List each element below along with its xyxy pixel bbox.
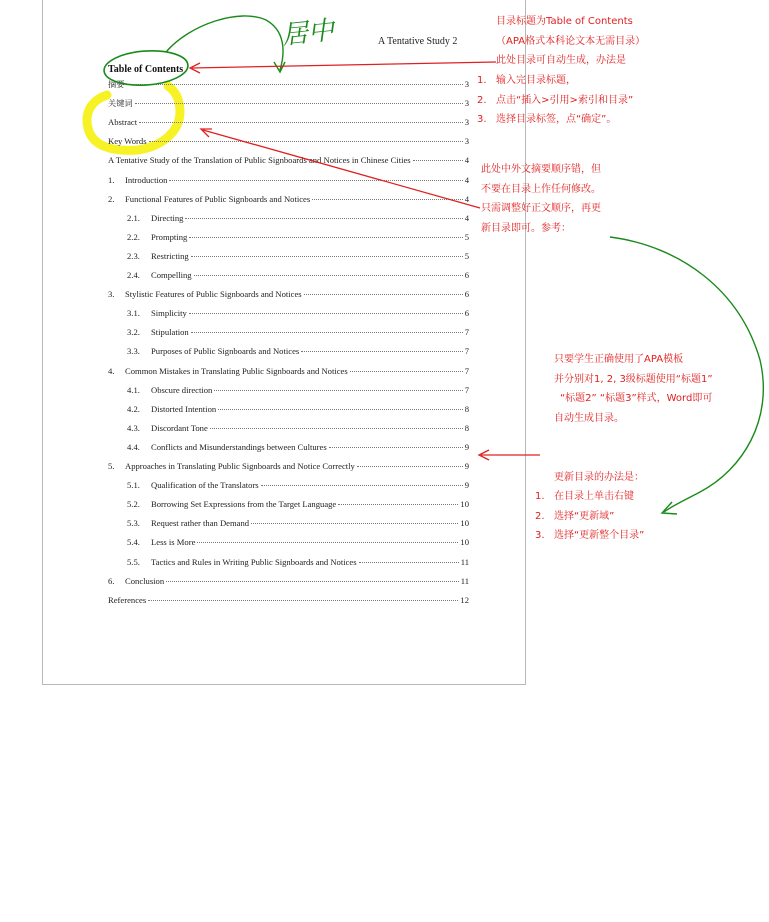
toc-entry-number: 2. — [108, 193, 115, 204]
toc-entry-page: 6 — [464, 308, 469, 319]
toc-entry-number: 2.2. — [127, 231, 140, 242]
toc-entry-text: Restricting — [151, 250, 189, 261]
note1-step: 2. 点击“插入>引用>索引和目录” — [477, 94, 634, 106]
toc-entry-text: Tactics and Rules in Writing Public Signboards and Notices — [151, 556, 357, 567]
toc-entry-page: 11 — [460, 556, 469, 567]
toc-entry-text: Less is More — [151, 537, 196, 548]
toc-entry-page: 4 — [464, 174, 469, 185]
toc-entry-text: Functional Features of Public Signboards and Notices — [125, 193, 311, 204]
green-curve-arrow — [166, 16, 283, 70]
note1-step: 3. 选择目录标签，点“确定”。 — [477, 114, 617, 125]
toc-entry-text: Stipulation — [151, 327, 189, 338]
toc-entry-number: 2.1. — [127, 212, 140, 223]
toc-entry-page: 9 — [464, 480, 469, 491]
note1-step: 1. 输入完目录标题， — [477, 75, 576, 86]
toc-entry-number: 3.1. — [127, 308, 140, 319]
note2-line: 不要在目录上作任何修改。 — [481, 183, 601, 195]
toc-entry-number: 2.4. — [127, 270, 140, 280]
toc-entry-page: 7 — [464, 346, 469, 357]
toc-entry-page: 3 — [464, 79, 469, 89]
toc-entry-number: 3.2. — [127, 327, 140, 338]
toc-entry-number: 2.3. — [127, 250, 140, 261]
note-abstract-order — [481, 160, 601, 238]
note4-step: 1. 在目录上单击右键 — [535, 491, 634, 502]
note2-line: 新目录即可。参考： — [481, 222, 571, 234]
toc-entry-page: 6 — [464, 270, 469, 280]
toc-entry-number: 1. — [108, 174, 115, 185]
toc-entry-text: Abstract — [108, 117, 138, 128]
toc-entry-text: Introduction — [125, 174, 168, 185]
toc-entry-text: 关键词 — [108, 98, 133, 109]
toc-entry-page: 10 — [460, 518, 469, 529]
toc-entry-page: 9 — [464, 461, 469, 471]
toc-entry-page: 7 — [464, 327, 469, 338]
toc-entry-number: 5.1. — [127, 480, 140, 491]
note-update-title: 更新目录的办法是： — [554, 472, 644, 483]
toc-entry-page: 3 — [464, 136, 469, 147]
toc-entry-page: 10 — [460, 537, 469, 548]
toc-entry-number: 4.2. — [127, 403, 140, 414]
red-arrow-to-abstract — [203, 130, 480, 208]
toc-entry-page: 8 — [464, 422, 469, 433]
toc-entry-text: References — [108, 594, 147, 605]
toc-entry-page: 7 — [464, 384, 469, 395]
note1-line3: 此处目录可自动生成，办法是 — [496, 55, 626, 66]
note-apa-template — [554, 350, 713, 428]
toc-entry-number: 3.3. — [127, 346, 140, 357]
toc-entry-text: Conflicts and Misunderstandings between Cultures — [151, 441, 327, 452]
toc-entry-number: 4.1. — [127, 384, 140, 395]
toc-entry-text: Qualification of the Translators — [151, 480, 259, 491]
toc-entry-page: 8 — [464, 403, 469, 414]
note-toc-steps — [477, 71, 633, 130]
toc-entry-page: 3 — [464, 117, 469, 128]
toc-entry-number: 5. — [108, 461, 115, 471]
toc-entry-text: Key Words — [108, 136, 147, 147]
note1-line2: （APA格式本科论文本无需目录） — [496, 35, 646, 47]
toc-entry-text: Request rather than Demand — [151, 518, 250, 529]
toc-entry-text: Compelling — [151, 270, 192, 280]
toc-entry-text: A Tentative Study of the Translation of Public Signboards and Notices in Chinese Cities — [108, 155, 411, 166]
toc-entry-number: 3. — [108, 289, 115, 300]
toc-entry-text: Discordant Tone — [151, 422, 208, 433]
toc-entry-text: Obscure direction — [151, 384, 213, 395]
toc-entry-page: 11 — [460, 575, 469, 586]
toc-entry-page: 7 — [464, 365, 469, 376]
toc-entry-text: Simplicity — [151, 308, 187, 319]
toc-entry-page: 5 — [464, 250, 469, 261]
toc-entry-text: Conclusion — [125, 575, 165, 586]
toc-entry-page: 5 — [464, 231, 469, 242]
handwritten-centered-note: 居中 — [280, 15, 336, 51]
toc-entry-text: Common Mistakes in Translating Public Signboards and Notices — [125, 365, 348, 376]
toc-entry-page: 6 — [464, 289, 469, 300]
toc-entry-page: 9 — [464, 441, 469, 452]
toc-entry-page: 4 — [464, 212, 469, 223]
toc-entry-page: 4 — [464, 155, 469, 166]
running-head: A Tentative Study 2 — [378, 36, 458, 47]
toc-entry-text: Stylistic Features of Public Signboards and Notices — [125, 289, 302, 300]
toc-entry-number: 5.2. — [127, 499, 140, 510]
toc-entry-text: Distorted Intention — [151, 403, 217, 414]
toc-entry-number: 6. — [108, 575, 115, 586]
note3-line: “标题2” “标题3”样式，Word即可 — [560, 393, 713, 404]
red-arrowhead-abstract — [201, 129, 212, 137]
toc-entry-number: 4.3. — [127, 422, 140, 433]
note4-step: 2. 选择“更新域” — [535, 510, 615, 522]
toc-entry-text: Directing — [151, 212, 184, 223]
toc-entry-number: 4.4. — [127, 441, 140, 452]
note1-line1: 目录标题为Table of Contents — [496, 16, 633, 27]
toc-entry-number: 5.4. — [127, 537, 140, 548]
note2-line: 只需调整好正文顺序，再更 — [481, 203, 601, 214]
green-circle-around-title — [103, 48, 189, 88]
toc-entry-text: Approaches in Translating Public Signboards and Notice Correctly — [125, 461, 355, 471]
note3-line: 自动生成目录。 — [554, 412, 624, 424]
toc-entry-text: Prompting — [151, 231, 188, 242]
note4-step: 3. 选择“更新整个目录” — [535, 530, 645, 541]
toc-entry-number: 5.5. — [127, 556, 140, 567]
note-toc-title — [496, 12, 645, 71]
green-arrowhead-top — [274, 62, 285, 72]
red-arrow-to-title — [192, 62, 496, 68]
toc-entry-number: 5.3. — [127, 518, 140, 529]
note2-line: 此处中外文摘要顺序错，但 — [481, 164, 601, 175]
toc-entry-text: 摘要 — [108, 79, 125, 89]
note3-line: 并分别对1, 2, 3级标题使用“标题1” — [554, 373, 713, 385]
toc-title: Table of Contents — [108, 64, 184, 75]
toc-entry-page: 10 — [460, 499, 469, 510]
toc-entry-page: 3 — [464, 98, 469, 109]
toc-entry-number: 4. — [108, 365, 115, 376]
toc-entry-page: 12 — [460, 594, 469, 605]
toc-entry-text: Borrowing Set Expressions from the Target Language — [151, 499, 337, 510]
toc-entry-text: Purposes of Public Signboards and Notices — [151, 346, 300, 357]
note3-line: 只要学生正确使用了APA模板 — [554, 354, 684, 365]
note-update-steps — [535, 487, 644, 546]
toc-entry-page: 4 — [464, 193, 469, 204]
